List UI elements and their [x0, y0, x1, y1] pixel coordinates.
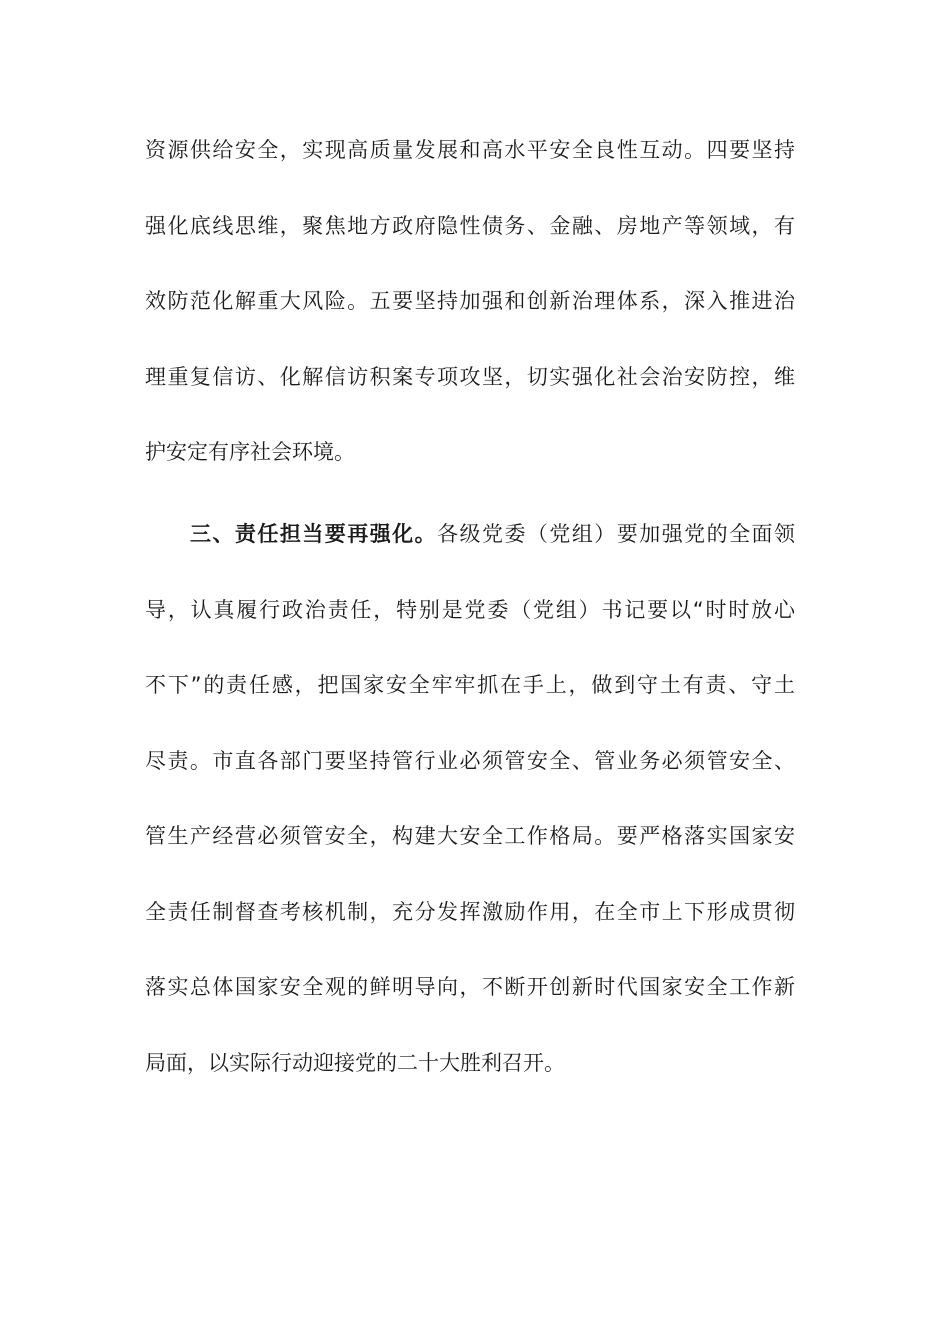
paragraph-2-line-8: 局面，以实际行动迎接党的二十大胜利召开。 — [145, 1051, 565, 1075]
section-heading: 三、责任担当要再强化。 — [190, 522, 438, 546]
paragraph-2-line-7: 落实总体国家安全观的鲜明导向，不断开创新时代国家安全工作新 — [145, 975, 795, 999]
paragraph-2-line-4: 尽责。市直各部门要坚持管行业必须管安全、管业务必须管安全、 — [145, 749, 795, 773]
paragraph-2-line-6: 全责任制督查考核机制，充分发挥激励作用，在全市上下形成贯彻 — [145, 900, 795, 924]
paragraph-2-line-2: 导，认真履行政治责任，特别是党委（党组）书记要以“时时放心 — [145, 598, 795, 622]
paragraph-2-line-1 — [190, 514, 795, 554]
paragraph-2-line-3: 不下”的责任感，把国家安全牢牢抓在手上，做到守土有责、守土 — [145, 673, 795, 697]
paragraph-2-line-1-text: 各级党委（党组）要加强党的全面领 — [437, 522, 795, 546]
paragraph-1-line-3: 效防范化解重大风险。五要坚持加强和创新治理体系，深入推进治 — [145, 289, 795, 313]
paragraph-1-line-1: 资源供给安全，实现高质量发展和高水平安全良性互动。四要坚持 — [145, 138, 795, 162]
paragraph-1-line-4: 理重复信访、化解信访积案专项攻坚，切实强化社会治安防控，维 — [145, 365, 795, 389]
paragraph-1-line-5: 护安定有序社会环境。 — [145, 440, 355, 464]
paragraph-1-line-2: 强化底线思维，聚焦地方政府隐性债务、金融、房地产等领域，有 — [145, 214, 795, 238]
paragraph-2-line-5: 管生产经营必须管安全，构建大安全工作格局。要严格落实国家安 — [145, 824, 795, 848]
